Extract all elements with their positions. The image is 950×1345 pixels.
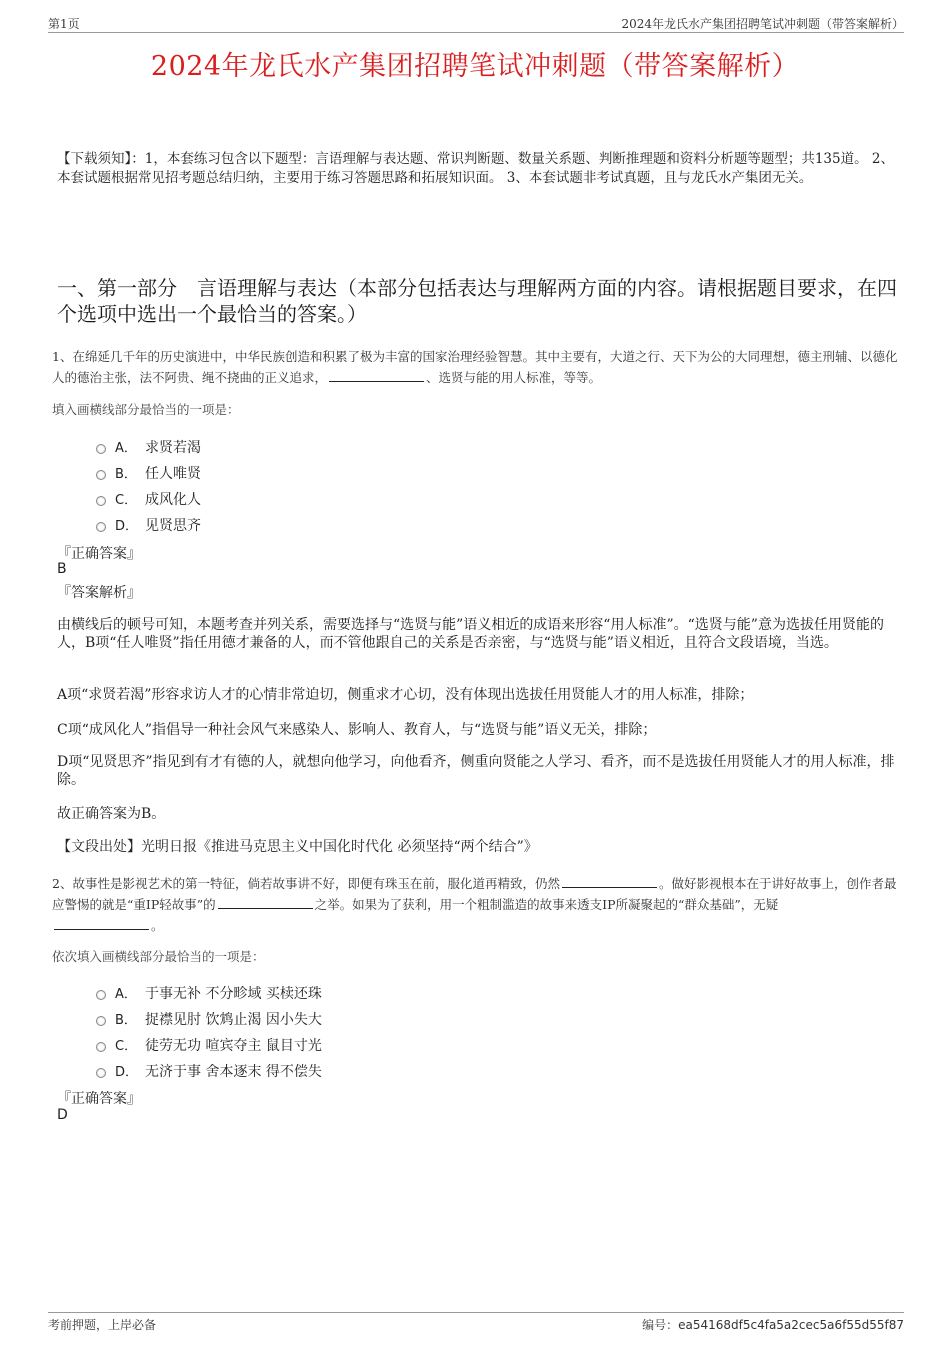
q1-analysis-para-2: A项“求贤若渴”形容求访人才的心情非常迫切，侧重求才心切，没有体现出选拔任用贤能人才的用人标准，排除； (57, 687, 754, 703)
page-footer (48, 1312, 904, 1333)
q1-stem-part-b: 、选贤与能的用人标准，等等。 (426, 370, 602, 385)
q1-analysis-para-3: C项“成风化人”指倡导一种社会风气来感染人、影响人、教育人，与“选贤与能”语义无关，排除； (57, 722, 657, 738)
q2-answer-label: 『正确答案』 (57, 1091, 141, 1107)
question-2-stem: 2、故事性是影视艺术的第一特征，倘若故事讲不好，即便有珠玉在前，服化道再精致，仍然 。做好影视根本在于讲好故事上，创作者最应警惕的就是“重IP轻故事”的 之举。如果为了获利，用一个粗制滥造的故事来透支IP所凝聚起的“群众基础”，无疑 。 (52, 876, 897, 933)
header-doc-title: 2024年龙氏水产集团招聘笔试冲刺题（带答案解析） (621, 17, 904, 31)
q1-stem-part-a: 1、在绵延几千年的历史演进中，中华民族创造和积累了极为丰富的国家治理经验智慧。其中主要有，大道之行、天下为公的大同理想，德主刑辅、以德化人的德治主张，法不阿贵、绳不挠曲的正义追求， (52, 349, 898, 385)
q1-option-c[interactable]: C． 成风化人 (96, 489, 201, 511)
q2-option-d[interactable]: D． 无济于事 舍本逐末 得不偿失 (96, 1061, 322, 1083)
q1-option-d[interactable]: D． 见贤思齐 (96, 515, 201, 537)
q1-option-a[interactable]: A． 求贤若渴 (96, 437, 201, 459)
q2-blank-3 (54, 917, 149, 930)
radio-icon[interactable] (96, 522, 106, 532)
q2-option-a[interactable]: A． 于事无补 不分畛域 买椟还珠 (96, 983, 322, 1005)
q1-answer: B (57, 561, 67, 577)
q1-analysis-para-4: D项“见贤思齐”指见到有才有德的人，就想向他学习，向他看齐，侧重向贤能之人学习、看齐，而不是选拔任用贤能人才的用人标准，排除。 (57, 754, 895, 788)
q2-prompt: 依次填入画横线部分最恰当的一项是： (52, 949, 265, 964)
q1-analysis-label: 『答案解析』 (57, 585, 141, 601)
q2-option-c[interactable]: C． 徒劳无功 喧宾夺主 鼠目寸光 (96, 1035, 322, 1057)
radio-icon[interactable] (96, 496, 106, 506)
page-number: 第1页 (48, 17, 80, 31)
page-header (48, 14, 904, 33)
radio-icon[interactable] (96, 1068, 106, 1078)
radio-icon[interactable] (96, 1042, 106, 1052)
q2-option-b[interactable]: B． 捉襟见肘 饮鸩止渴 因小失大 (96, 1009, 322, 1031)
q1-answer-label: 『正确答案』 (57, 546, 141, 562)
radio-icon[interactable] (96, 1016, 106, 1026)
footer-doc-id: 编号：ea54168df5c4fa5a2cec5a6f55d55f87 (642, 1318, 904, 1332)
q1-blank (329, 369, 424, 382)
q1-option-b[interactable]: B． 任人唯贤 (96, 463, 201, 485)
q1-analysis-para-5: 故正确答案为B。 (57, 806, 166, 822)
q1-source: 【文段出处】光明日报《推进马克思主义中国化时代化 必须坚持“两个结合”》 (57, 839, 538, 855)
radio-icon[interactable] (96, 444, 106, 454)
download-notice: 【下载须知】：1，本套练习包含以下题型：言语理解与表达题、常识判断题、数量关系题、判断推理题和资料分析题等题型；共135道。 2、本套试题根据常见招考题总结归纳，主要用于练习答题思路和拓展知识面。 3、本套试题非考试真题，且与龙氏水产集团无关。 (57, 151, 894, 186)
footer-slogan: 考前押题，上岸必备 (48, 1318, 157, 1332)
radio-icon[interactable] (96, 470, 106, 480)
q2-blank-1 (562, 875, 657, 888)
page-title: 2024年龙氏水产集团招聘笔试冲刺题（带答案解析） (150, 51, 800, 82)
q2-blank-2 (218, 896, 313, 909)
q1-prompt: 填入画横线部分最恰当的一项是： (52, 402, 240, 417)
section-heading: 一、第一部分 言语理解与表达（本部分包括表达与理解两方面的内容。请根据题目要求，在四个选项中选出一个最恰当的答案。） (57, 276, 897, 326)
radio-icon[interactable] (96, 990, 106, 1000)
q1-analysis-para-1: 由横线后的顿号可知，本题考查并列关系，需要选择与“选贤与能”语义相近的成语来形容“用人标准”。“选贤与能”意为选拔任用贤能的人，B项“任人唯贤”指任用德才兼备的人，而不管他跟自己的关系是否亲密，与“选贤与能”语义相近，且符合文段语境，当选。 (57, 617, 884, 651)
question-1-stem (52, 346, 898, 388)
q2-answer: D (57, 1107, 68, 1123)
